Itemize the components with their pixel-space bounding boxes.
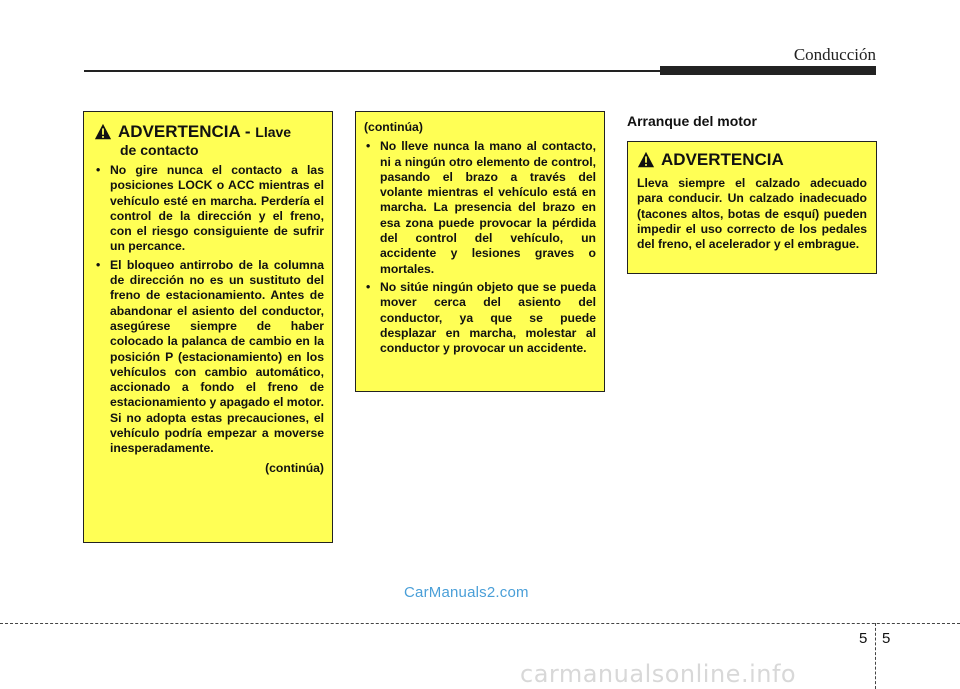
warning-bullet: • El bloqueo antirrobo de la columna de dirección no es un sustituto del freno de estacionamiento. Antes de abandonar el asiento del conductor, asegúrese siempre de haber colocado la palanca de cambio en la posición P (estacionamiento) en los vehículos con cambio automático, accionado a fondo el freno de estacionamiento y apagado el motor. Si no adopta estas precauciones, el vehículo podría empezar a moverse inesperadamente. <box>94 258 324 457</box>
header-rule <box>84 70 660 72</box>
warning-header <box>637 150 867 170</box>
warning-header <box>94 122 324 142</box>
warning-bullet: • No gire nunca el contacto a las posiciones LOCK o ACC mientras el vehículo esté en marcha. Perdería el control de la dirección y el freno, con el riesgo consiguiente de sufrir un percance. <box>94 163 324 255</box>
warning-box-ignition <box>83 111 333 543</box>
warning-box-footwear <box>627 141 877 274</box>
continued-note: (continúa) <box>364 120 423 134</box>
page-number: 5 <box>882 630 891 647</box>
warning-title <box>118 122 291 142</box>
warning-bullet: • No sitúe ningún objeto que se pueda mover cerca del asiento del conductor, ya que se puede desplazar en marcha, molestar al conductor y provocar un accidente. <box>364 280 596 356</box>
watermark-link[interactable]: CarManuals2.com <box>404 584 529 601</box>
warning-triangle-icon <box>94 123 112 141</box>
chapter-number: 5 <box>859 630 868 647</box>
site-watermark: carmanualsonline.info <box>520 660 797 688</box>
section-heading: Arranque del motor <box>627 113 757 129</box>
chapter-title: Conducción <box>793 45 876 64</box>
warning-title-line2: de contacto <box>120 142 199 158</box>
footer-divider <box>0 623 960 624</box>
continues-note: (continúa) <box>265 460 324 475</box>
header-rule-accent <box>660 66 876 75</box>
warning-bullet-list <box>364 139 596 356</box>
footer-divider-vertical <box>875 623 876 689</box>
warning-triangle-icon <box>637 151 655 169</box>
warning-box-continued <box>355 111 605 392</box>
warning-title-main: ADVERTENCIA - <box>118 122 256 141</box>
warning-bullet-list <box>94 163 324 457</box>
warning-bullet: • No lleve nunca la mano al contacto, ni a ningún otro elemento de control, pasando el brazo a través del volante mientras el vehículo está en marcha. La presencia del brazo en esa zona puede provocar la pérdida del control del vehículo, un accidente y lesiones graves o mortales. <box>364 139 596 277</box>
warning-text: Lleva siempre el calzado adecuado para conducir. Un calzado inadecuado (tacones altos, botas de esquí) pueden impedir el uso correcto de los pedales del freno, el acelerador y el embrague. <box>637 176 867 252</box>
warning-title: ADVERTENCIA <box>661 150 784 169</box>
warning-title-sub: Llave <box>255 124 292 140</box>
